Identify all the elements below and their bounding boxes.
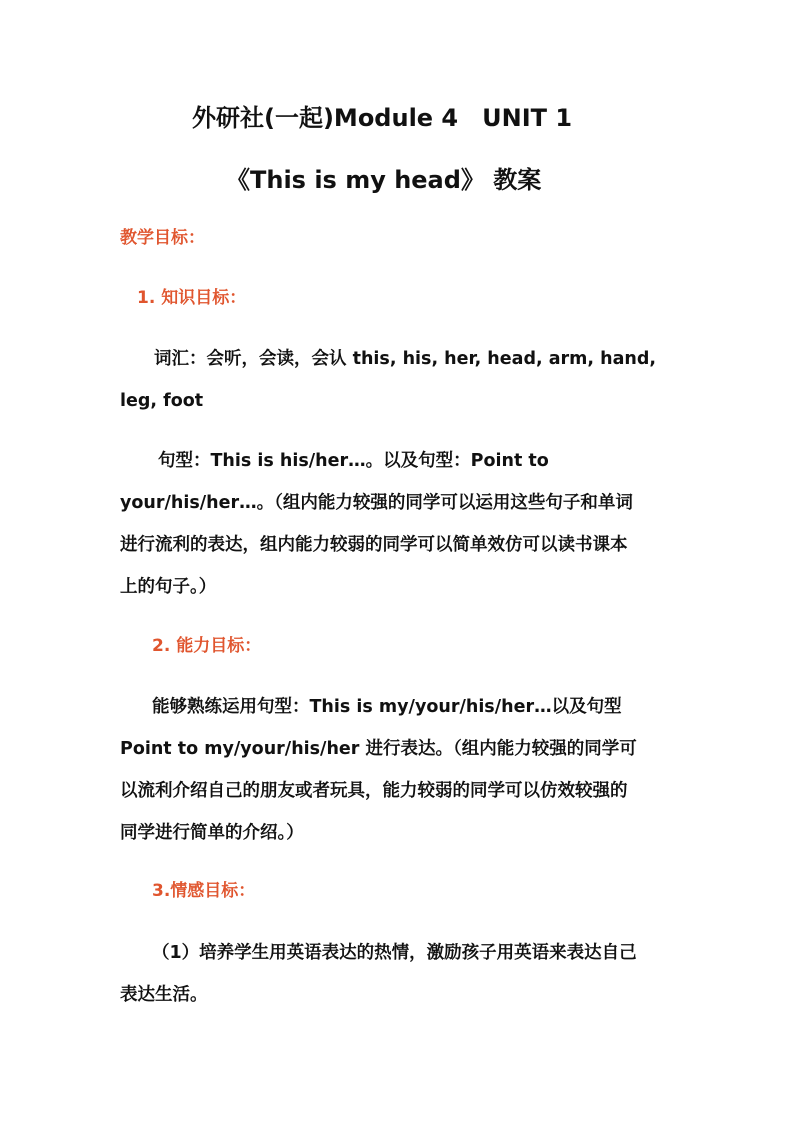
sentence-pattern-line: 上的句子。） [120, 577, 217, 597]
sentence-pattern-line: 进行流利的表达，组内能力较弱的同学可以简单效仿可以读书课本 [120, 535, 628, 555]
ability-line: 同学进行简单的介绍。） [120, 823, 304, 843]
ability-line: 以流利介绍自己的朋友或者玩具，能力较弱的同学可以仿效较强的 [120, 781, 628, 801]
emotion-line: （1）培养学生用英语表达的热情，激励孩子用英语来表达自己 [152, 943, 637, 963]
vocabulary-line: leg, foot [120, 391, 204, 411]
sentence-pattern-paragraph [120, 440, 676, 608]
ability-line: Point to my/your/his/her 进行表达。（组内能力较强的同学可 [120, 739, 637, 759]
section-heading-emotion-goals: 3.情感目标： [152, 881, 256, 901]
vocabulary-paragraph [120, 338, 676, 422]
sentence-pattern-line: your/his/her…。（组内能力较强的同学可以运用这些句子和单词 [120, 493, 633, 513]
emotion-paragraph [120, 932, 676, 1016]
section-heading-knowledge-goals: 1. 知识目标： [137, 288, 247, 308]
emotion-line: 表达生活。 [120, 985, 208, 1005]
sentence-pattern-line: 句型：This is his/her…。以及句型：Point to [158, 451, 549, 471]
ability-line: 能够熟练运用句型：This is my/your/his/her…以及句型 [152, 697, 622, 717]
ability-paragraph [120, 686, 676, 854]
section-heading-ability-goals: 2. 能力目标： [152, 636, 262, 656]
vocabulary-line: 词汇：会听，会读，会认 this, his, her, head, arm, hand, [154, 349, 657, 369]
section-heading-teaching-goals: 教学目标： [120, 228, 205, 248]
document-title-line1: 外研社(一起)Module 4 UNIT 1 [192, 104, 573, 132]
document-title-line2: 《This is my head》 教案 [226, 166, 542, 194]
